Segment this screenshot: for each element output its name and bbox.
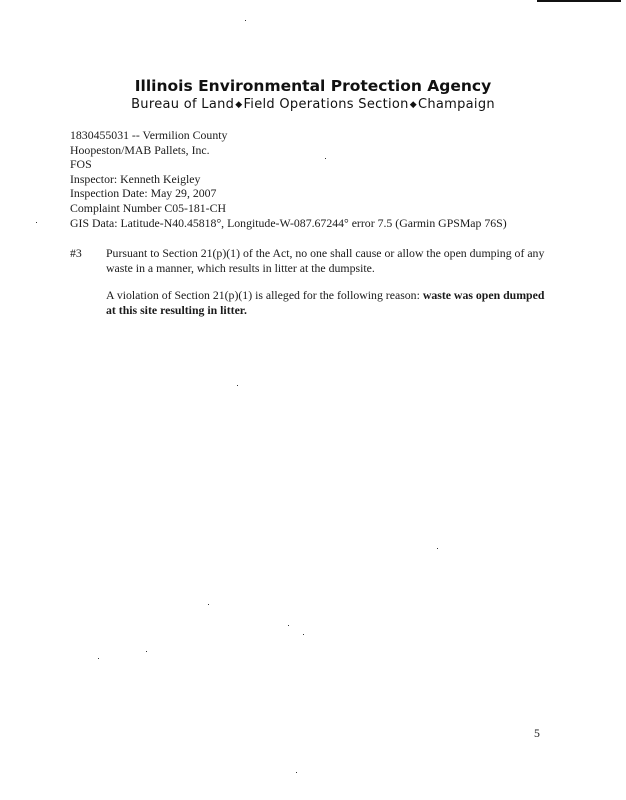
scan-speck — [245, 20, 246, 21]
scan-speck — [98, 658, 99, 659]
site-id-line: 1830455031 -- Vermilion County — [70, 128, 228, 142]
scan-speck — [303, 634, 304, 635]
complaint-number-line: Complaint Number C05-181-CH — [70, 200, 226, 215]
violation-number: #3 — [70, 246, 82, 260]
violation-statement: Pursuant to Section 21(p)(1) of the Act, no one shall cause or allow the open dumping of any waste in a manner, which results in litter at the dumpsite. — [106, 246, 545, 275]
facility-line: Hoopeston/MAB Pallets, Inc. — [70, 142, 210, 157]
inspector-line: Inspector: Kenneth Keigley — [70, 171, 201, 186]
scan-speck — [437, 548, 438, 549]
scan-speck — [237, 385, 238, 386]
unit-line: FOS — [70, 157, 92, 172]
bureau-name: Bureau of Land — [131, 97, 235, 112]
allegation-intro: A violation of Section 21(p)(1) is alleged for the following reason: — [106, 288, 420, 302]
scan-speck — [208, 604, 209, 605]
allegation-reason: waste was open dumped at this site resulting in litter. — [106, 288, 545, 317]
diamond-separator-icon: ◆ — [235, 100, 243, 110]
section-name: Field Operations Section — [243, 97, 409, 112]
bureau-subtitle — [0, 97, 626, 112]
diamond-separator-icon: ◆ — [409, 100, 417, 110]
scan-speck — [296, 772, 297, 773]
gis-data-line: GIS Data: Latitude-N40.45818°, Longitude-W-087.67244° error 7.5 (Garmin GPSMap 76S) — [70, 215, 507, 230]
office-name: Champaign — [417, 97, 495, 112]
site-info-block — [70, 128, 507, 230]
violation-allegation — [106, 288, 546, 318]
page-number: 5 — [534, 726, 540, 740]
scan-speck — [36, 222, 37, 223]
agency-title: Illinois Environmental Protection Agency — [134, 77, 492, 95]
scan-speck — [146, 651, 147, 652]
scan-speck — [325, 158, 326, 159]
inspection-date-line: Inspection Date: May 29, 2007 — [70, 186, 217, 201]
scan-speck — [288, 625, 289, 626]
top-edge-mark — [537, 0, 621, 2]
